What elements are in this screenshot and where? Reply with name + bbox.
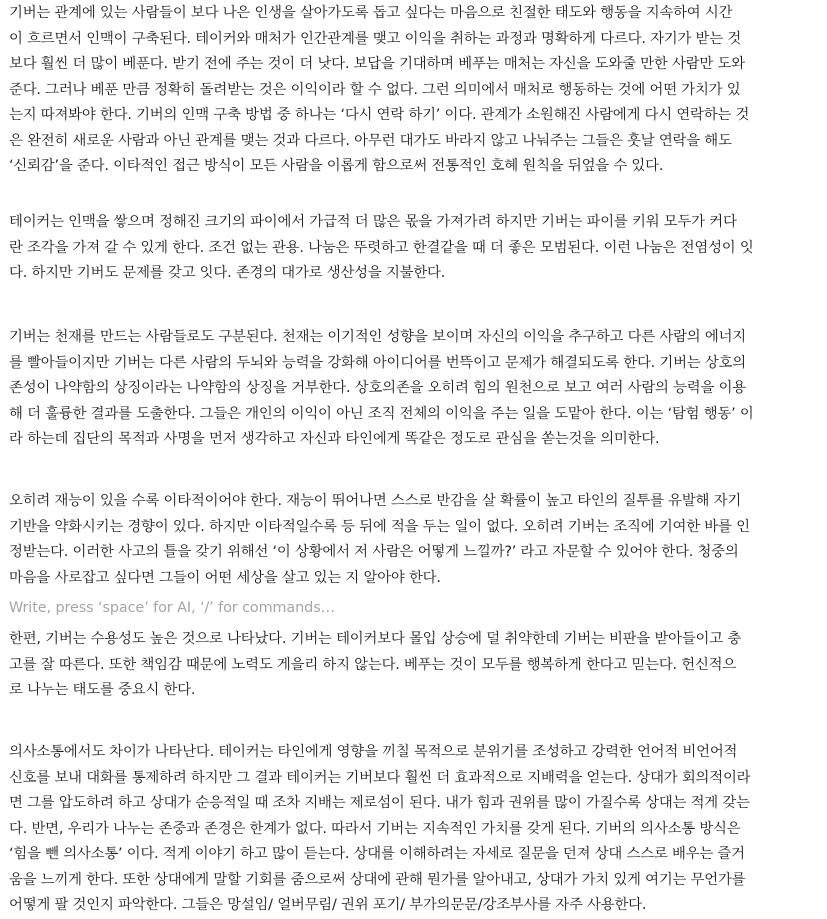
paragraph-genius-makers[interactable]: 기버는 천재를 만드는 사람들로도 구분된다. 천재는 이기적인 성향을 보이며 자신의 이익을 추구하고 다른 사람의 에너지 를 빨아들이지만 기버는 다른 사람의 두뇌와 능력을 강화해 아이디어를 번뜩이고 문제가 해결되도록 한다. 기버는 상호의 존성이 나약함의 상징이라는 나약함의 상징을 거부한다. 상호의존을 오히려 힘의 원천으로 보고 여러 사람의 능력을 이용 해 더 훌륭한 결과를 도출한다. 그들은 개인의 이익이 아닌 조직 전체의 이익을 주는 일을 도맡아 한다. 이는 ‘탐험 행동’ 이 라 하는데 집단의 목적과 사명을 먼저 생각하고 자신과 타인에게 똑같은 정도로 관심을 쏟는것을 의미한다. (9, 329, 754, 447)
paragraph-receptivity[interactable]: 한편, 기버는 수용성도 높은 것으로 나타났다. 기버는 테이커보다 몰입 상승에 덜 취약한데 기버는 비판을 받아들이고 충 고를 잘 따른다. 또한 책임감 때문에 노력도 게을리 하지 않는다. 베푸는 것이 모두를 행복하게 한다고 믿는다. 헌신적으 로 나누는 태도를 중요시 한다. (9, 631, 742, 698)
paragraph-taker-pie[interactable]: 테이커는 인맥을 쌓으며 정해진 크기의 파이에서 가급적 더 많은 몫을 가져가려 하지만 기버는 파이를 키워 모두가 커다 란 조각을 가져 갈 수 있게 한다. 조건 없는 관용. 나눔은 뚜렷하고 한결같을 때 더 좋은 모범된다. 이런 나눔은 전염성이 잇 다. 하지만 기버도 문제를 갖고 잇다. 존경의 대가로 생산성을 지불한다. (9, 214, 754, 281)
paragraph-giver-network[interactable]: 기버는 관계에 있는 사람들이 보다 나은 인생을 살아가도록 돕고 싶다는 마음으로 친절한 태도와 행동을 지속하여 시간 이 흐르면서 인맥이 구축된다. 테이커와 매처가 인간관계를 맺고 이익을 취하는 과정과 명확하게 다르다. 자기가 받는 것 보다 훨씬 더 많이 베푼다. 받기 전에 주는 것이 더 낫다. 보답을 기대하며 베푸는 매처는 자신을 도와줄 만한 사람만 도와 준다. 그러나 베푼 만큼 정확히 돌려받는 것은 이익이라 할 수 없다. 그런 의미에서 매처로 행동하는 것에 어떤 가치가 있 는지 따져봐야 한다. 기버의 인맥 구축 방법 중 하나는 ‘다시 연락 하기’ 이다. 관계가 소원해진 사람에게 다시 연락하는 것 은 완전히 새로운 사람과 아닌 관계를 맺는 것과 다르다. 아무런 대가도 바라지 않고 나눠주는 그들은 훗날 연락을 해도 ‘신뢰감’을 준다. 이타적인 접근 방식이 모든 사람을 이롭게 함으로써 전통적인 호혜 원칙을 뒤엎을 수 있다. (9, 5, 750, 174)
paragraph-talent-altruism[interactable]: 오히려 재능이 있을 수록 이타적이어야 한다. 재능이 뛰어나면 스스로 반감을 살 확률이 높고 타인의 질투를 유발해 자기 기반을 약화시키는 경향이 있다. 하지만 이타적일수록 등 뒤에 적을 두는 일이 없다. 오히려 기버는 조직에 기여한 바를 인 정받는다. 이러한 사고의 틀을 갖기 위해선 ‘이 상황에서 저 사람은 어떻게 느낄까?’ 라고 자문할 수 있어야 한다. 청중의 마음을 사로잡고 싶다면 그들이 어떤 세상을 살고 있는 지 알아야 한다. (9, 493, 750, 586)
paragraph-communication[interactable]: 의사소통에서도 차이가 나타난다. 테이커는 타인에게 영향을 끼칠 목적으로 분위기를 조성하고 강력한 언어적 비언어적 신호를 보내 대화를 통제하려 하지만 그 결과 테이커는 기버보다 훨씬 더 효과적으로 지배력을 얻는다. 상대가 회의적이라 면 그를 압도하려 하고 상대가 순응적일 때 조차 지배는 제로섬이 된다. 내가 힘과 권위를 많이 가질수록 상대는 적게 갖는 다. 반면, 우리가 나누는 존중과 존경은 한계가 없다. 따라서 기버는 지속적인 가치를 갖게 된다. 기버의 의사소통 방식은 ‘힘을 뺀 의사소통’ 이다. 적게 이야기 하고 많이 듣는다. 상대를 이해하려는 자세로 질문을 던져 상대 스스로 배우는 즐거 움을 느끼게 한다. 또한 상대에게 말할 기회를 줌으로써 상대에 관해 뭔가를 알아내고, 상대가 가치 있게 여기는 무언가를 어떻게 팔 것인지 파악한다. 그들은 망설임/ 얼버무림/ 권위 포기/ 부가의문문/강조부사를 자주 사용한다. (9, 744, 751, 913)
empty-block-placeholder[interactable]: Write, press ‘space’ for AI, ‘/’ for commands… (9, 600, 335, 616)
